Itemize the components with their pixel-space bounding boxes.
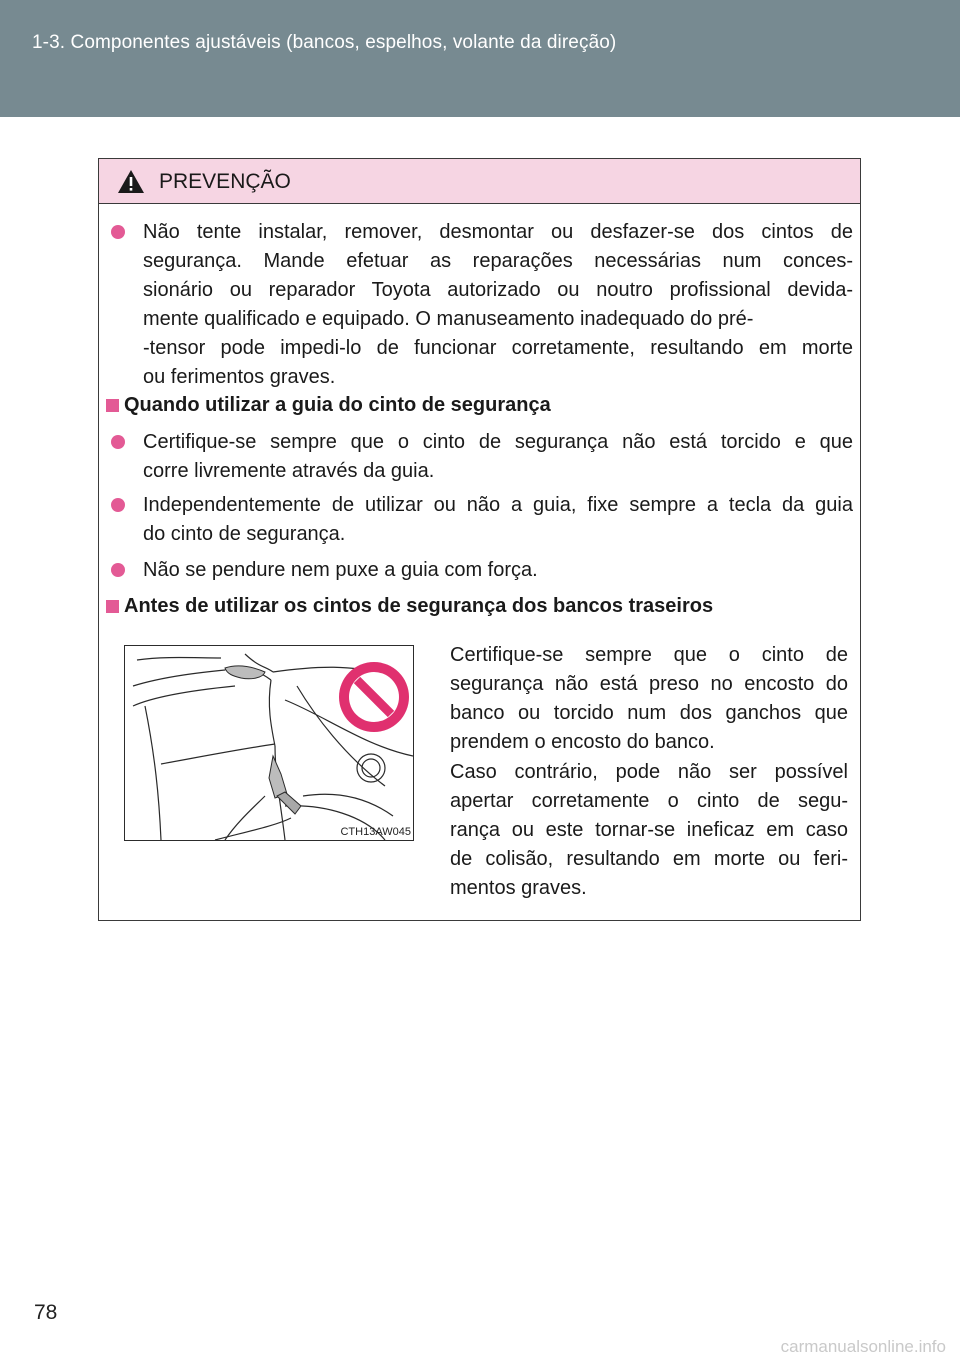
warning-header xyxy=(99,159,860,204)
text-line: Certifique-se sempre que o cinto de xyxy=(450,644,848,666)
seat-drawing xyxy=(125,646,413,840)
text-line: Não se pendure nem puxe a guia com força. xyxy=(143,559,538,581)
rear-seat-para-2 xyxy=(450,758,848,903)
section-heading-guide: Quando utilizar a guia do cinto de segurança xyxy=(124,394,551,416)
text-line: segurança não está preso no encosto do xyxy=(450,673,848,695)
text-line: apertar corretamente o cinto de segu- xyxy=(450,790,848,812)
text-line: segurança. Mande efetuar as reparações necessárias num conces- xyxy=(143,250,853,272)
bullet-icon xyxy=(111,225,125,239)
section-square-icon xyxy=(106,399,119,412)
text-line: de colisão, resultando em morte ou feri- xyxy=(450,848,848,870)
page-header xyxy=(0,0,960,117)
bullet-icon xyxy=(111,435,125,449)
guide-item-1 xyxy=(143,428,853,486)
bullet-icon xyxy=(111,563,125,577)
section-heading-rear-seats: Antes de utilizar os cintos de segurança dos bancos traseiros xyxy=(124,595,714,617)
text-line: Certifique-se sempre que o cinto de segurança não está torcido e que xyxy=(143,431,853,453)
text-line: banco ou torcido num dos ganchos que xyxy=(450,702,848,724)
text-line: sionário ou reparador Toyota autorizado ou noutro profissional devida- xyxy=(143,279,853,301)
bullet-icon xyxy=(111,498,125,512)
image-code: CTH13AW045 xyxy=(340,826,411,838)
section-title: 1-3. Componentes ajustáveis (bancos, espelhos, volante da direção) xyxy=(32,32,617,53)
text-line: mentos graves. xyxy=(450,877,587,899)
text-line: rança ou este tornar-se ineficaz em caso xyxy=(450,819,848,841)
page-number: 78 xyxy=(34,1301,58,1324)
text-line: corre livremente através da guia. xyxy=(143,460,435,482)
warning-triangle-icon xyxy=(117,169,145,194)
text-line: Independentemente de utilizar ou não a guia, fixe sempre a tecla da guia xyxy=(143,494,853,516)
text-line: Não tente instalar, remover, desmontar ou desfazer-se dos cintos de xyxy=(143,221,853,243)
text-line: Caso contrário, pode não ser possível xyxy=(450,761,848,783)
watermark: carmanualsonline.info xyxy=(780,1337,946,1356)
guide-item-2 xyxy=(143,491,853,549)
warning-title: PREVENÇÃO xyxy=(159,170,291,193)
prohibition-icon xyxy=(339,662,409,732)
section-square-icon xyxy=(106,600,119,613)
seatbelt-illustration xyxy=(124,645,414,841)
warning-item-1 xyxy=(143,218,853,392)
text-line: ou ferimentos graves. xyxy=(143,366,336,388)
guide-item-3 xyxy=(143,556,853,585)
text-line: mente qualificado e equipado. O manuseamento inadequado do pré- xyxy=(143,308,754,330)
text-line: do cinto de segurança. xyxy=(143,523,346,545)
text-line: prendem o encosto do banco. xyxy=(450,731,715,753)
rear-seat-para-1 xyxy=(450,641,848,757)
text-line: -tensor pode impedi-lo de funcionar corretamente, resultando em morte xyxy=(143,337,853,359)
